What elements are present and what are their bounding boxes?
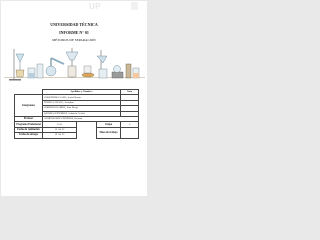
fecha-entrega-label: Fecha de entrega — [15, 133, 43, 138]
date-year: 22 — [61, 127, 65, 131]
grupo-label: Grupo — [97, 122, 121, 127]
document-page — [1, 1, 147, 196]
col-header-grade: Nota — [121, 90, 139, 95]
integrantes-label: Integrantes — [15, 95, 43, 117]
logo-text: UP — [89, 2, 101, 11]
profesor-label: Profesor — [15, 116, 43, 121]
report-number: INFORME N° 01 — [59, 30, 89, 35]
fecha-entrega-value — [43, 133, 77, 138]
profesor-name: ALMENDARIZ CISNEROS, Roxana — [43, 116, 139, 121]
grupo-value: A — [121, 122, 139, 127]
member-name: CORDOVA RAMOS, Juan Diego — [43, 106, 121, 111]
logo-mark-icon — [131, 2, 138, 10]
date-month: 04 — [58, 133, 61, 137]
date-year: 22 — [61, 133, 65, 137]
date-month: 04 — [58, 127, 61, 131]
university-name: UNIVERSIDAD TÉCNICA — [50, 22, 98, 27]
programa-value: C-20 — [43, 122, 77, 127]
date-day: 19 — [54, 133, 58, 137]
mesa-value — [121, 127, 139, 138]
member-name: CUQUIPOMA LAZO, Jesús Eleazar — [43, 95, 121, 100]
lab-equipment-illustration — [4, 44, 145, 89]
fecha-realizacion-label: Fecha de realización — [15, 127, 43, 132]
member-name: QUISPE GUTIERREZ, Gabriela Cecilia — [43, 111, 121, 116]
date-day: 12 — [54, 127, 58, 131]
member-name: TUDELA ARANA, Jerónimo — [43, 100, 121, 105]
university-logo — [87, 2, 139, 11]
group-info-table — [14, 89, 139, 139]
mesa-label: Mesa de trabajo — [97, 127, 121, 138]
col-header-names: Apellidos y Nombres — [43, 90, 121, 95]
programa-label: Programa Profesional — [16, 122, 41, 126]
report-title: MÉTODOS DE SEPARACIÓN — [52, 38, 96, 42]
